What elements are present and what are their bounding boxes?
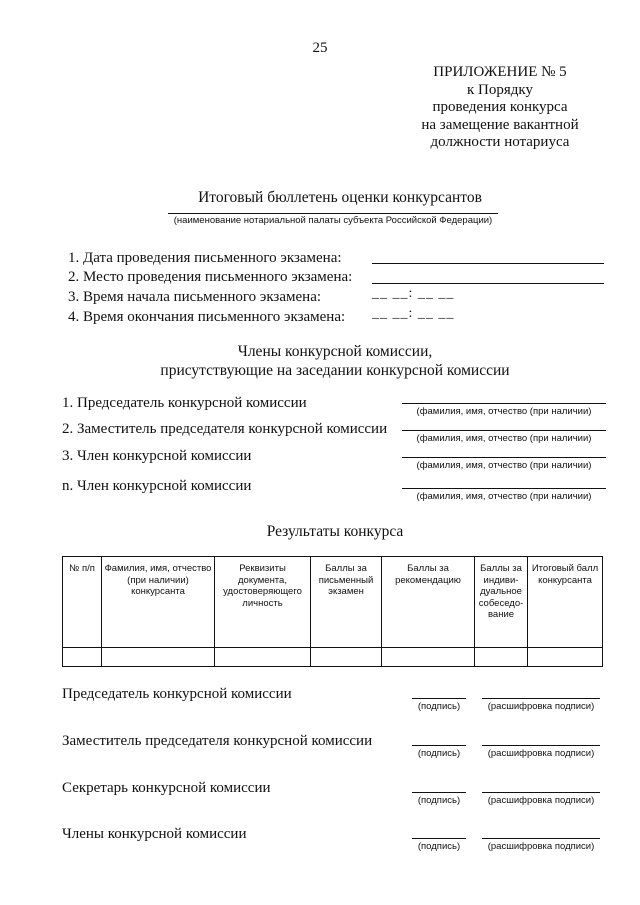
- exam-place-field[interactable]: [372, 283, 604, 284]
- signatory-role-chair: Председатель конкурсной комиссии: [62, 686, 292, 702]
- members-title: [0, 342, 640, 380]
- member-role-deputy: 2. Заместитель председателя конкурсной комиссии: [62, 421, 388, 437]
- signature-caption: (подпись): [417, 841, 461, 852]
- member-name-caption: (фамилия, имя, отчество (при наличии): [416, 433, 592, 444]
- header-full-name: Фамилия, имя, отчество (при наличии) конкурсанта: [102, 557, 215, 648]
- chamber-name-caption: (наименование нотариальной палаты субъекта Российской Федерации): [173, 215, 493, 226]
- document-title: Итоговый бюллетень оценки конкурсантов: [198, 189, 482, 206]
- appendix-line: должности нотариуса: [430, 134, 570, 150]
- signature-field-deputy[interactable]: [412, 745, 466, 746]
- signature-decode-field-chair[interactable]: [482, 698, 600, 699]
- table-cell[interactable]: [102, 648, 215, 667]
- member-name-caption: (фамилия, имя, отчество (при наличии): [416, 491, 592, 502]
- exam-start-time-field[interactable]: __ __: __ __: [372, 286, 455, 301]
- table-header-row: [63, 557, 603, 648]
- signature-decode-caption: (расшифровка подписи): [487, 748, 595, 759]
- signatory-role-secretary: Секретарь конкурсной комиссии: [62, 780, 271, 796]
- signature-decode-field-deputy[interactable]: [482, 745, 600, 746]
- member-role-member-n: n. Член конкурсной комиссии: [62, 478, 252, 494]
- signatory-role-members: Члены конкурсной комиссии: [62, 826, 247, 842]
- signature-field-members[interactable]: [412, 838, 466, 839]
- member-name-field-member-n[interactable]: [402, 488, 606, 489]
- signature-caption: (подпись): [417, 748, 461, 759]
- table-cell[interactable]: [528, 648, 603, 667]
- header-id-document: Реквизиты документа, удостоверяющего личность: [215, 557, 311, 648]
- header-written-exam-score: Баллы за письменный экзамен: [311, 557, 382, 648]
- signatory-role-deputy: Заместитель председателя конкурсной комиссии: [62, 733, 373, 749]
- chamber-name-line[interactable]: [168, 213, 498, 214]
- results-table: [62, 556, 603, 667]
- member-name-caption: (фамилия, имя, отчество (при наличии): [416, 406, 592, 417]
- header-total-score: Итоговый балл конкурсанта: [528, 557, 603, 648]
- signature-decode-caption: (расшифровка подписи): [487, 841, 595, 852]
- appendix-line: к Порядку: [467, 81, 533, 98]
- exam-start-time-label: 3. Время начала письменного экзамена:: [68, 289, 322, 305]
- exam-end-time-field[interactable]: __ __: __ __: [372, 306, 455, 321]
- results-title: Результаты конкурса: [266, 523, 404, 540]
- member-name-field-chair[interactable]: [402, 403, 606, 404]
- exam-end-time-label: 4. Время окончания письменного экзамена:: [68, 309, 346, 325]
- appendix-line: проведения конкурса: [432, 99, 568, 115]
- exam-place-label: 2. Место проведения письменного экзамена:: [68, 269, 353, 285]
- signature-caption: (подпись): [417, 701, 461, 712]
- member-name-field-deputy[interactable]: [402, 430, 606, 431]
- member-role-chair: 1. Председатель конкурсной комиссии: [62, 395, 307, 411]
- signature-field-secretary[interactable]: [412, 792, 466, 793]
- page-number: 25: [312, 40, 328, 56]
- member-name-caption: (фамилия, имя, отчество (при наличии): [416, 460, 592, 471]
- member-name-field-member[interactable]: [402, 457, 606, 458]
- table-row: [63, 648, 603, 667]
- appendix-header: [400, 64, 600, 152]
- appendix-line: ПРИЛОЖЕНИЕ № 5: [433, 64, 567, 80]
- signature-decode-field-members[interactable]: [482, 838, 600, 839]
- header-recommendation-score: Баллы за рекомендацию: [382, 557, 475, 648]
- header-interview-score: Баллы за индиви-дуальное собеседо-вание: [475, 557, 528, 648]
- signature-field-chair[interactable]: [412, 698, 466, 699]
- exam-date-field[interactable]: [372, 263, 604, 264]
- table-cell[interactable]: [475, 648, 528, 667]
- member-role-member: 3. Член конкурсной комиссии: [62, 448, 252, 464]
- table-cell[interactable]: [215, 648, 311, 667]
- table-cell[interactable]: [311, 648, 382, 667]
- signature-caption: (подпись): [417, 795, 461, 806]
- table-cell[interactable]: [63, 648, 102, 667]
- members-title-line: Члены конкурсной комиссии,: [237, 343, 433, 360]
- header-number: № п/п: [63, 557, 102, 648]
- signature-decode-field-secretary[interactable]: [482, 792, 600, 793]
- table-cell[interactable]: [382, 648, 475, 667]
- appendix-line: на замещение вакантной: [421, 116, 579, 133]
- signature-decode-caption: (расшифровка подписи): [487, 795, 595, 806]
- signature-decode-caption: (расшифровка подписи): [487, 701, 595, 712]
- exam-date-label: 1. Дата проведения письменного экзамена:: [68, 250, 342, 266]
- members-title-line: присутствующие на заседании конкурсной комиссии: [160, 362, 510, 379]
